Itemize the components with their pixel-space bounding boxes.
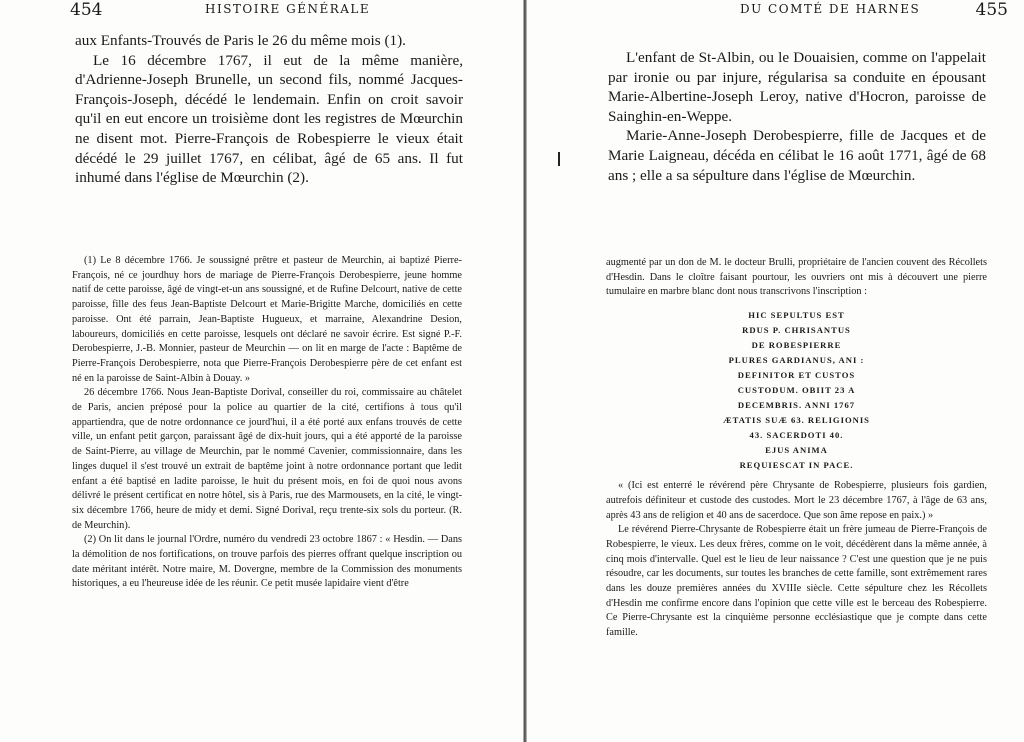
margin-mark <box>558 152 560 166</box>
footnote-continuation: augmenté par un don de M. le docteur Brulli, propriétaire de l'ancien couvent des Récollets d'Hesdin. Dans le cloître faisant pourtour, les ouvriers ont mis à découvert une pierre tumulaire en marbre blanc dont nous transcrivons l'inscription : <box>606 257 987 298</box>
epitaph-inscription <box>606 308 987 473</box>
right-page-number: 455 <box>975 0 1008 20</box>
epitaph-translation: « (Ici est enterré le révérend père Chrysante de Robespierre, plusieurs fois gardien, autrefois définiteur et custode des custodes. Mort le 23 décembre 1767, à l'âge de 63 ans, après 43 ans de religion et 40 ans de sacerdoce. Que son âme repose en paix.) » <box>606 480 987 521</box>
epitaph-line: HIC SEPULTUS EST <box>748 310 845 321</box>
footnote-commentary: Le révérend Pierre-Chrysante de Robespierre était un frère jumeau de Pierre-François de Robespierre, le vieux. Les deux frères, comme on le voit, décédèrent dans la même année, à cinq mois d'intervalle. Quel est le lieu de leur naissance ? C'est une question que je ne puis résoudre, car les documents, sur toutes les branches de cette famille, sont extrêmement rares dans les douze premières années du XVIIIe siècle. Cette sépulture chez les Récollets d'Hesdin me confirme encore dans l'opinion que cette ville est le berceau des Robespierre. Ce Pierre-Chrysante est la cinquième personne ecclésiastique que je compte dans cette famille. <box>606 524 987 639</box>
left-page-number: 454 <box>70 0 103 20</box>
left-body-text <box>75 31 463 188</box>
book-gutter <box>523 0 527 742</box>
left-running-title: HISTOIRE GÉNÉRALE <box>205 2 371 16</box>
right-running-title: DU COMTÉ DE HARNES <box>740 2 921 16</box>
right-body-text <box>608 48 986 185</box>
right-footnotes <box>606 256 987 641</box>
left-body-paragraph: Le 16 décembre 1767, il eut de la même manière, d'Adrienne-Joseph Brunelle, un second fils, nommé Jacques-François-Joseph, décédé le lendemain. Enfin on croit savoir qu'il en eut encore un troisième dont les registres de Mœurchin ne disent mot. Pierre-François de Robespierre le vieux était décédé le 29 juillet 1767, en célibat, âgé de 65 ans. Il fut inhumé dans l'église de Mœurchin (2). <box>75 51 463 187</box>
epitaph-line: CUSTODUM. OBIIT 23 A <box>737 385 856 396</box>
left-running-head <box>70 2 480 24</box>
right-body-paragraph: L'enfant de St-Albin, ou le Douaisien, comme on l'appelait par ironie ou par injure, régularisa sa conduite en épousant Marie-Albertine-Joseph Leroy, native d'Hocron, paroisse de Sainghin-en-Weppe. <box>608 49 986 125</box>
epitaph-line: DE ROBESPIERRE <box>751 340 842 351</box>
epitaph-line: DEFINITOR ET CUSTOS <box>737 370 856 381</box>
left-body-paragraph: aux Enfants-Trouvés de Paris le 26 du même mois (1). <box>75 32 406 49</box>
epitaph-line: DECEMBRIS. ANNI 1767 <box>737 400 856 411</box>
epitaph-line: PLURES GARDIANUS, ANI : <box>728 355 865 366</box>
footnote-1: (1) Le 8 décembre 1766. Je soussigné prêtre et pasteur de Meurchin, ai baptizé Pierre-François, né ce jourdhuy hors de mariage de Pierre-François Derobespierre, jeune homme natif de cette paroisse, âgé de vingt-et-un ans soussigné, et de Rufine Delcourt, native de cette paroisse, fille des feus Jean-Baptiste Delcourt et Marie-Brigitte Marche, domiciliés en cette paroisse. Ont été parrain, Jean-Baptiste Hugueux, et marraine, Alexandrine Desion, laboureurs, domiciliés en cette paroisse, lesquels ont déclaré ne savoir écrire. Est signé P.-F. Derobespierre, J.-B. Monnier, pasteur de Meurchin — on lit en marge de l'acte : Baptême de Pierre-François Derobespierre, nota que Pierre-François Derobespierre père de cet enfant est né en la paroisse de Saint-Albin à Douay. » <box>72 255 462 384</box>
right-running-head <box>740 2 1008 24</box>
footnote-1-continued: 26 décembre 1766. Nous Jean-Baptiste Dorival, conseiller du roi, commissaire au châtelet de Paris, ancien préposé pour la police au quartier de la cité, certifions à tous qu'il appartiendra, que de notre ordonnance ce jourd'hui, il a été porté aux enfans trouvés de cette ville, un enfant petit garçon, paraissant âgé de dix-huit jours, qui a été apporté de la paroisse de Saint-Pierre, au village de Meurchin, par le nommé Cavenier, commissionnaire, dans les linges duquel il s'est trouvé un extrait de baptême joint à notre ordonnance portant que ledit enfant a été baptisé en ladite paroisse, le huit du présent mois, en foi de quoi nous avons délivré le présent certificat en notre hôtel, sis à Paris, rue des Marmousets, en la cité, le vingt-six décembre 1766, heure de midy et demi. Signé Dorival, reçu trente-six sols du porteur. (R. de Meurchin). <box>72 387 462 531</box>
epitaph-line: RDUS P. CHRISANTUS <box>742 325 851 336</box>
epitaph-line: EJUS ANIMA <box>765 445 828 456</box>
epitaph-line: ÆTATIS SUÆ 63. RELIGIONIS <box>723 415 870 426</box>
footnote-2: (2) On lit dans le journal l'Ordre, numéro du vendredi 23 octobre 1867 : « Hesdin. — Dans la démolition de nos fortifications, on trouve parfois des pierres offrant quelque inscription ou date méritant intérêt. Notre maire, M. Dovergne, membre de la Commission des monuments historiques, a eu l'heureuse idée de les réunir. Ce petit musée lapidaire vient d'être <box>72 534 462 590</box>
epitaph-line: 43. SACERDOTI 40. <box>749 430 844 441</box>
right-page <box>530 0 1024 742</box>
right-body-paragraph: Marie-Anne-Joseph Derobespierre, fille de Jacques et de Marie Laigneau, décéda en célibat le 16 août 1771, âgé de 68 ans ; elle a sa sépulture dans l'église de Mœurchin. <box>608 127 986 184</box>
epitaph-line: REQUIESCAT IN PACE. <box>739 460 854 471</box>
left-footnotes <box>72 254 462 592</box>
